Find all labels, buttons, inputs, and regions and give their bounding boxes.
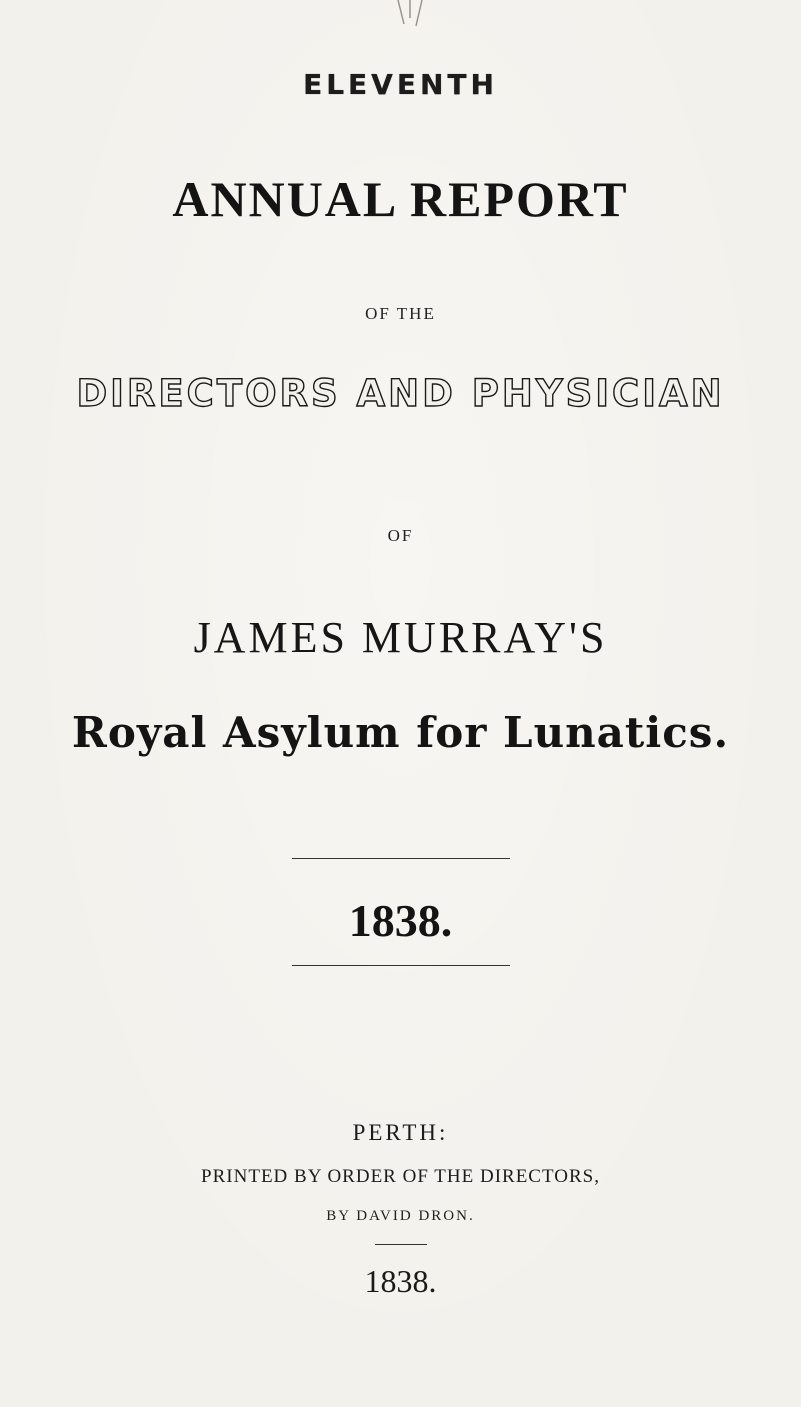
imprint-printed-by: PRINTED BY ORDER OF THE DIRECTORS, (201, 1166, 600, 1187)
divider-rule (292, 858, 510, 859)
imprint-place: PERTH: (352, 1120, 449, 1145)
of-the-label: OF THE (365, 304, 436, 323)
divider-rule (292, 965, 510, 966)
subject-heading: DIRECTORS AND PHYSICIAN (76, 372, 725, 415)
report-year: 1838. (348, 895, 453, 946)
report-title: ANNUAL REPORT (172, 171, 629, 227)
imprint-year: 1838. (364, 1263, 437, 1299)
divider-rule (375, 1244, 427, 1245)
imprint-printer: BY DAVID DRON. (326, 1208, 475, 1224)
institution-type: Royal Asylum for Lunatics. (71, 708, 730, 757)
ordinal-heading: ELEVENTH (303, 68, 498, 101)
institution-name: JAMES MURRAY'S (193, 613, 608, 662)
paper-edge-mark (360, 0, 460, 60)
of-label: OF (387, 526, 414, 545)
